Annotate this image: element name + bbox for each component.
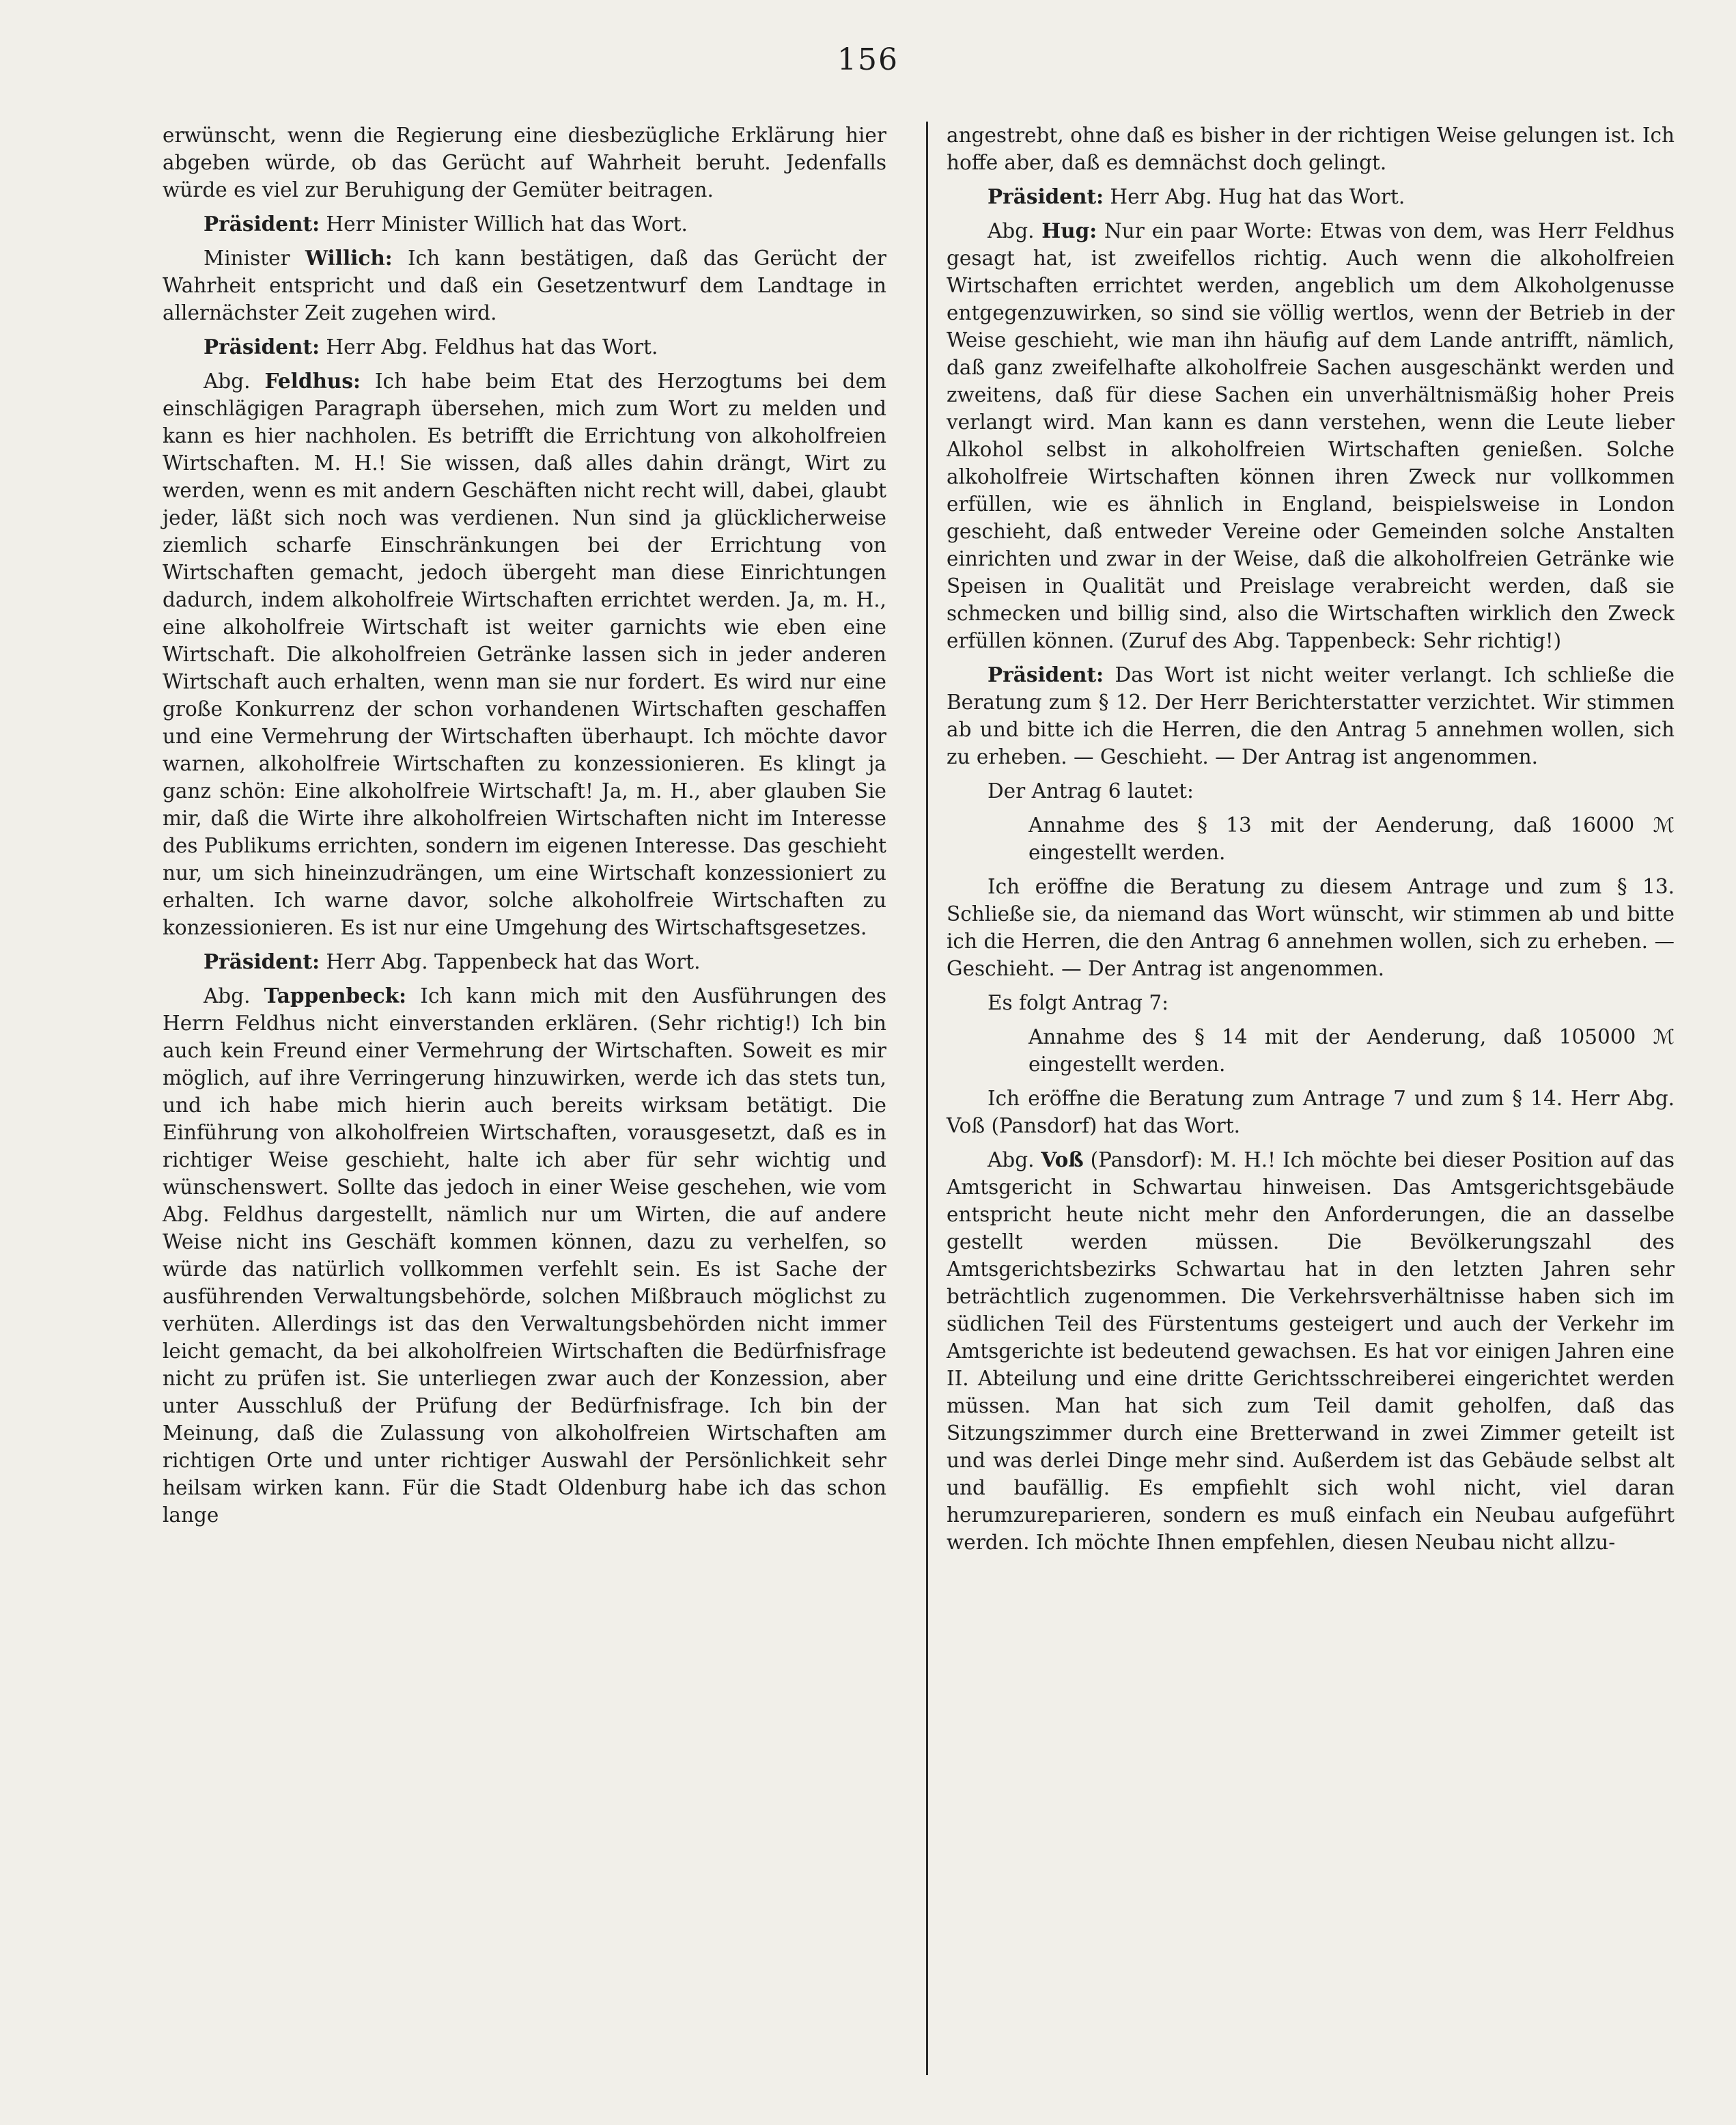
- body-paragraph: erwünscht, wenn die Regierung eine diesbezügliche Erklärung hier abgeben würde, ob das Gerücht auf Wahrheit beruht. Jedenfalls würde es viel zur Beruhigung der Gemüter beitragen.: [163, 124, 886, 202]
- speech-text: Herr Abg. Tappenbeck hat das Wort.: [320, 950, 701, 973]
- speech-text: Ich habe beim Etat des Herzogtums bei dem einschlägigen Paragraph übersehen, mich zum Wort zu melden und kann es hier nachholen. Es betrifft die Errichtung von alkoholfreien Wirtschaften. M. H.! Sie wissen, daß alles dahin drängt, Wirt zu werden, wenn es mit andern Geschäften nicht recht will, dabei, glaubt jeder, läßt sich noch was verdienen. Nun sind ja glücklicherweise ziemlich scharfe Einschränkungen bei der Errichtung von Wirtschaften gemacht, jedoch übergeht man diese Einrichtungen dadurch, indem alkoholfreie Wirtschaften errichtet werden. Ja, m. H., eine alkoholfreie Wirtschaft ist weiter garnichts wie eben eine Wirtschaft. Die alkoholfreien Getränke lassen sich in jeder anderen Wirtschaft auch erhalten, wenn man sie nur fordert. Es wird nur eine große Konkurrenz der schon vorhandenen Wirtschaften geschaffen und eine Vermehrung der Wirtschaften überhaupt. Ich möchte davor warnen, alkoholfreie Wirtschaften zu konzessionieren. Es klingt ja ganz schön: Eine alkoholfreie Wirtschaft! Ja, m. H., aber glauben Sie mir, daß die Wirte ihre alkoholfreien Wirtschaften nicht im Interesse des Publikums errichten, sondern im eigenen Interesse. Das geschieht nur, um sich hineinzudrängen, um eine Wirtschaft konzessioniert zu erhalten. Ich warne davor, solche alkoholfreie Wirtschaften zu konzessionieren. Es ist nur eine Umgehung des Wirtschaftsgesetzes.: [163, 370, 887, 939]
- speaker-name: Präsident:: [204, 949, 320, 973]
- speech-paragraph: [947, 661, 1675, 770]
- speech-text: Herr Abg. Feldhus hat das Wort.: [320, 335, 658, 359]
- page-number: 156: [837, 42, 899, 77]
- body-paragraph: angestrebt, ohne daß es bisher in der richtigen Weise gelungen ist. Ich hoffe aber, daß es demnächst doch gelingt.: [947, 124, 1675, 174]
- speech-paragraph: [163, 333, 886, 361]
- speaker-name: Präsident:: [204, 335, 320, 359]
- speech-text: Ich kann mich mit den Ausführungen des Herrn Feldhus nicht einverstanden erklären. (Sehr richtig!) Ich bin auch kein Freund einer Vermehrung der Wirtschaften. Soweit es mir möglich, auf ihre Verringerung hinzuwirken, werde ich das stets tun, und ich habe mich hierin auch bereits wirksam betätigt. Die Einführung von alkoholfreien Wirtschaften, vorausgesetzt, daß es in richtiger Weise geschieht, halte ich aber für sehr wichtig und wünschenswert. Sollte das jedoch in einer Weise geschehen, wie vom Abg. Feldhus dargestellt, nämlich nur um Wirten, die auf andere Weise nicht ins Geschäft kommen können, dazu zu verhelfen, so würde das natürlich vollkommen verfehlt sein. Es ist Sache der ausführenden Verwaltungsbehörde, solchen Mißbrauch möglichst zu verhüten. Allerdings ist das den Verwaltungsbehörden nicht immer leicht gemacht, da bei alkoholfreien Wirtschaften die Bedürfnisfrage nicht zu prüfen ist. Sie unterliegen zwar auch der Konzession, aber unter Ausschluß der Prüfung der Bedürfnisfrage. Ich bin der Meinung, daß die Zulassung von alkoholfreien Wirtschaften am richtigen Orte und unter richtiger Auswahl der Persönlichkeit sehr heilsam wirken kann. Für die Stadt Oldenburg habe ich das schon lange: [163, 984, 887, 1527]
- speech-text: Ich kann bestätigen, daß das Gerücht der Wahrheit entspricht und daß ein Gesetzentwurf dem Landtage in allernächster Zeit zugehen wird.: [163, 247, 886, 324]
- speaker-name: Präsident:: [988, 184, 1104, 208]
- speech-paragraph: [163, 948, 886, 975]
- speaker-name: Voß: [1041, 1148, 1084, 1171]
- speaker-title: Abg.: [204, 984, 264, 1008]
- motion-text: Annahme des § 13 mit der Aenderung, daß 16000 ℳ eingestellt werden.: [1028, 814, 1675, 864]
- speech-paragraph: [163, 210, 886, 238]
- right-column: [947, 122, 1675, 1563]
- speaker-title: Abg.: [988, 1148, 1041, 1171]
- speaker-title: Abg.: [988, 219, 1042, 242]
- speech-paragraph: [947, 183, 1675, 210]
- motion-text: Annahme des § 14 mit der Aenderung, daß 105000 ℳ eingestellt werden.: [1028, 1025, 1675, 1076]
- column-divider: [926, 122, 928, 2075]
- body-paragraph: Es folgt Antrag 7:: [988, 991, 1169, 1014]
- speech-paragraph: [947, 217, 1675, 654]
- speech-text: Das Wort ist nicht weiter verlangt. Ich schließe die Beratung zum § 12. Der Herr Berichterstatter verzichtet. Wir stimmen ab und bitte ich die Herren, die den Antrag 5 annehmen wollen, sich zu erheben. — Geschieht. — Der Antrag ist angenommen.: [947, 663, 1675, 768]
- speaker-name: Präsident:: [988, 663, 1104, 686]
- speech-text: Herr Minister Willich hat das Wort.: [320, 212, 688, 236]
- speech-text: Herr Abg. Hug hat das Wort.: [1104, 185, 1405, 208]
- speech-paragraph: [163, 982, 886, 1529]
- speech-text: (Pansdorf): M. H.! Ich möchte bei dieser Position auf das Amtsgericht in Schwartau hinweisen. Das Amtsgerichtsgebäude entspricht heute nicht mehr den Anforderungen, die an dasselbe gestellt werden müssen. Die Bevölkerungszahl des Amtsgerichtsbezirks Schwartau hat in den letzten Jahren sehr beträchtlich zugenommen. Die Verkehrsverhältnisse haben sich im südlichen Teil des Fürstentums gesteigert und auch der Verkehr im Amtsgerichte ist bedeutend gewachsen. Es hat vor einigen Jahren eine II. Abteilung und eine dritte Gerichtsschreiberei eingerichtet werden müssen. Man hat sich zum Teil damit geholfen, daß das Sitzungszimmer durch eine Bretterwand in zwei Zimmer geteilt ist und was derlei Dinge mehr sind. Außerdem ist das Gebäude selbst alt und baufällig. Es empfiehlt sich wohl nicht, viel daran herumzureparieren, sondern es muß einfach ein Neubau aufgeführt werden. Ich möchte Ihnen empfehlen, diesen Neubau nicht allzu-: [947, 1148, 1675, 1554]
- speaker-name: Feldhus:: [264, 369, 361, 393]
- speech-paragraph: [947, 1146, 1675, 1556]
- body-paragraph: Der Antrag 6 lautet:: [988, 779, 1194, 803]
- speech-paragraph: [163, 245, 886, 327]
- speaker-name: Willich:: [305, 246, 393, 270]
- speaker-name: Präsident:: [204, 212, 320, 236]
- left-column: [163, 122, 886, 1536]
- speaker-title: Minister: [204, 247, 305, 270]
- speaker-name: Tappenbeck:: [264, 984, 407, 1008]
- speech-paragraph: [163, 367, 886, 941]
- body-paragraph: Ich eröffne die Beratung zu diesem Antrage und zum § 13. Schließe sie, da niemand das Wort wünscht, wir stimmen ab und bitte ich die Herren, die den Antrag 6 annehmen wollen, sich zu erheben. — Geschieht. — Der Antrag ist angenommen.: [947, 875, 1675, 980]
- speaker-name: Hug:: [1041, 219, 1097, 242]
- speaker-title: Abg.: [204, 370, 265, 393]
- speech-text: Nur ein paar Worte: Etwas von dem, was Herr Feldhus gesagt hat, ist zweifellos richtig. Auch wenn die alkoholfreien Wirtschaften errichtet werden, angeblich um dem Alkoholgenusse entgegenzuwirken, so sind sie völlig wertlos, wenn der Betrieb in der Weise geschieht, wie man ihn häufig auf dem Lande antrifft, nämlich, daß ganz zweifelhafte alkoholfreie Sachen ausgeschänkt werden und zweitens, daß für diese Sachen ein unverhältnismäßig hoher Preis verlangt wird. Man kann es dann verstehen, wenn die Leute lieber Alkohol selbst in alkoholfreien Wirtschaften genießen. Solche alkoholfreie Wirtschaften können ihren Zweck nur vollkommen erfüllen, wie es ähnlich in England, beispielsweise in London geschieht, daß entweder Vereine oder Gemeinden solche Anstalten einrichten und zwar in der Weise, daß die alkoholfreien Getränke wie Speisen in Qualität und Preislage verabreicht werden, daß sie schmecken und billig sind, also die Wirtschaften wirklich den Zweck erfüllen können. (Zuruf des Abg. Tappenbeck: Sehr richtig!): [947, 219, 1675, 652]
- body-paragraph: Ich eröffne die Beratung zum Antrage 7 und zum § 14. Herr Abg. Voß (Pansdorf) hat das Wort.: [947, 1087, 1675, 1137]
